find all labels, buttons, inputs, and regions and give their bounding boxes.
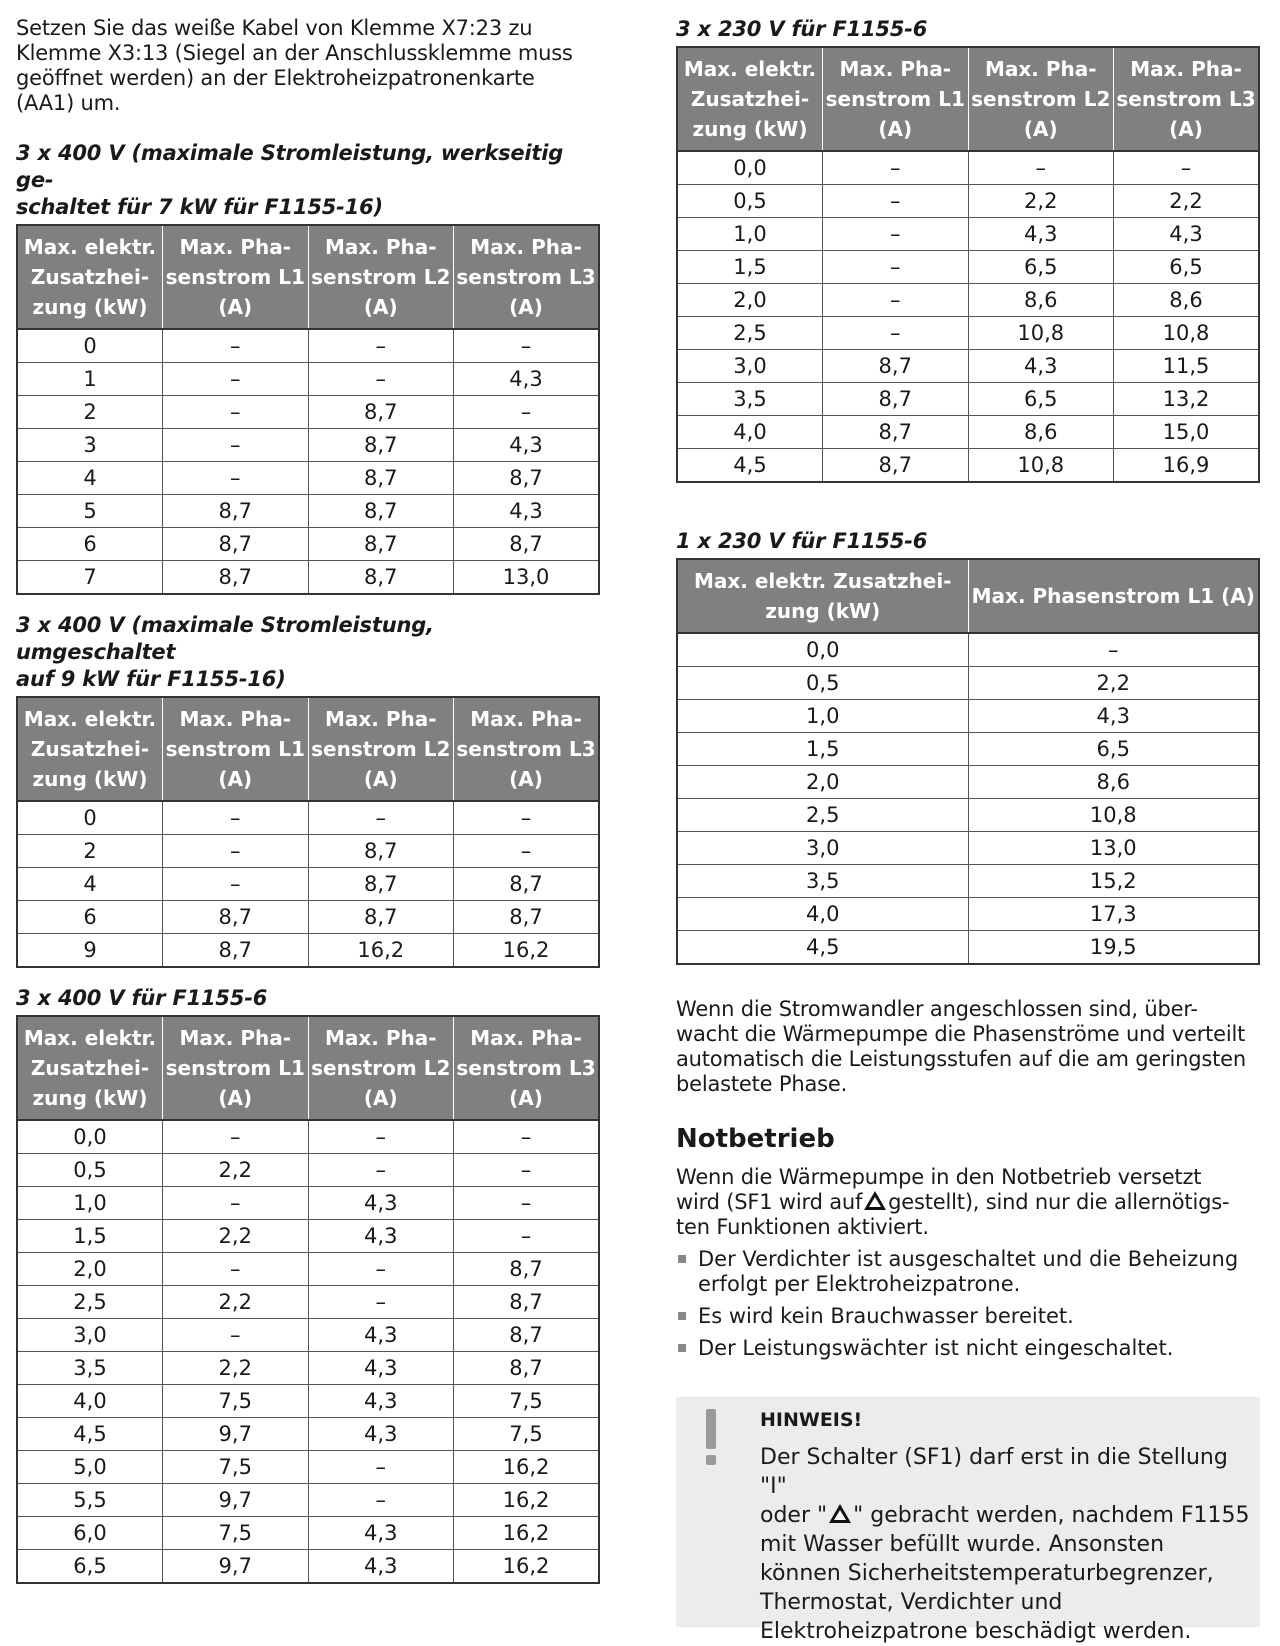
table-cell: 16,2	[454, 1517, 600, 1550]
table-cell: 10,8	[968, 449, 1114, 483]
table-cell: –	[308, 363, 454, 396]
table-cell: 4,3	[968, 700, 1259, 733]
table-cell: 3,0	[677, 350, 823, 383]
table-row	[17, 934, 599, 968]
table-row	[677, 799, 1259, 832]
table-cell: 10,8	[968, 317, 1114, 350]
table-cell: –	[968, 151, 1114, 185]
table-cell: 4,3	[308, 1517, 454, 1550]
table-row	[17, 1120, 599, 1154]
column-header: Max. elektr. Zusatzhei- zung (kW)	[17, 1016, 163, 1120]
table-row	[17, 1286, 599, 1319]
table-cell: 0,5	[17, 1154, 163, 1187]
table-row	[677, 449, 1259, 483]
table-row	[677, 766, 1259, 799]
table-cell: 1,5	[17, 1220, 163, 1253]
table-cell: –	[823, 151, 969, 185]
column-header: Max. elektr. Zusatzhei- zung (kW)	[677, 559, 968, 633]
table-row	[17, 1550, 599, 1584]
table-row	[677, 931, 1259, 965]
exclamation-icon	[704, 1409, 718, 1465]
table-cell: –	[163, 801, 309, 835]
table-cell: 4,0	[17, 1385, 163, 1418]
hinweis-text: Der Schalter (SF1) darf erst in die Stellung "I" oder " " gebracht werden, nachdem F1155 mit Wasser befüllt wurde. Ansonsten können Sicherheitstemperaturbegrenzer, Thermostat, Verdichter und Elektroheizpatrone beschädigt werden.	[760, 1445, 1250, 1644]
table-cell: –	[823, 218, 969, 251]
table-cell: 4,5	[677, 931, 968, 965]
column-header: Max. Pha- senstrom L1 (A)	[163, 225, 309, 329]
table-cell: 8,7	[308, 528, 454, 561]
table-cell: 8,7	[308, 495, 454, 528]
table-cell: –	[163, 363, 309, 396]
table-cell: –	[308, 329, 454, 363]
table-cell: 4,3	[454, 363, 600, 396]
table-cell: 8,7	[163, 561, 309, 595]
table-cell: 6,5	[17, 1550, 163, 1584]
table-cell: 8,6	[968, 284, 1114, 317]
column-header: Max. Pha- senstrom L2 (A)	[308, 697, 454, 801]
table-cell: 1,5	[677, 733, 968, 766]
table-cell: 0,0	[677, 151, 823, 185]
table-row	[677, 865, 1259, 898]
table-cell: –	[454, 1154, 600, 1187]
notbetrieb-section	[676, 1123, 1260, 1368]
hinweis-title: HINWEIS!	[760, 1409, 863, 1431]
table-cell: 1,0	[677, 218, 823, 251]
table-cell: 8,7	[308, 462, 454, 495]
table-row	[677, 350, 1259, 383]
table-230v-1ph	[676, 558, 1260, 965]
table-cell: 4,3	[454, 429, 600, 462]
table-row	[17, 1154, 599, 1187]
table-400v-7kw	[16, 224, 600, 595]
table-cell: 0,0	[677, 633, 968, 667]
table-cell: 13,0	[968, 832, 1259, 865]
table-row	[17, 1253, 599, 1286]
table-cell: 8,7	[308, 835, 454, 868]
table-cell: 0,5	[677, 185, 823, 218]
table-row	[677, 898, 1259, 931]
bullet-square-icon	[678, 1344, 686, 1352]
table-cell: 9,7	[163, 1484, 309, 1517]
table-cell: 1,0	[677, 700, 968, 733]
table-cell: 13,0	[454, 561, 600, 595]
table-row	[17, 901, 599, 934]
table-cell: 2,2	[163, 1286, 309, 1319]
bullet-square-icon	[678, 1255, 686, 1263]
table-cell: 8,7	[308, 561, 454, 595]
table-cell: 7,5	[454, 1385, 600, 1418]
table-400v-9kw-section	[16, 612, 600, 968]
warning-triangle-icon	[829, 1504, 851, 1523]
table-cell: –	[308, 801, 454, 835]
table-cell: –	[823, 185, 969, 218]
table-cell: 7,5	[163, 1517, 309, 1550]
table-cell: 4	[17, 462, 163, 495]
table-400v-6	[16, 1015, 600, 1584]
table-cell: 1	[17, 363, 163, 396]
table-400v-7kw-section	[16, 140, 600, 595]
table-cell: 2,5	[677, 317, 823, 350]
table-header-row	[17, 1016, 599, 1120]
table-cell: –	[454, 1187, 600, 1220]
table-row	[17, 396, 599, 429]
column-header: Max. elektr. Zusatzhei- zung (kW)	[677, 47, 823, 151]
notbetrieb-paragraph: Wenn die Wärmepumpe in den Notbetrieb versetzt wird (SF1 wird auf gestellt), sind nur die allernötigs- ten Funktionen aktiviert.	[676, 1165, 1230, 1239]
table-cell: 6,5	[1114, 251, 1260, 284]
table-caption: 3 x 230 V für F1155-6	[676, 17, 928, 41]
table-cell: 8,7	[454, 528, 600, 561]
table-cell: 0	[17, 329, 163, 363]
table-row	[677, 667, 1259, 700]
table-cell: 8,7	[454, 1319, 600, 1352]
table-cell: 6	[17, 528, 163, 561]
table-cell: 2	[17, 396, 163, 429]
column-header: Max. Pha- senstrom L3 (A)	[454, 1016, 600, 1120]
table-cell: 1,5	[677, 251, 823, 284]
table-row	[17, 1517, 599, 1550]
intro-paragraph: Setzen Sie das weiße Kabel von Klemme X7:23 zu Klemme X3:13 (Siegel an der Anschlussklemme muss geöffnet werden) an der Elektroheizpatronenkarte (AA1) um.	[16, 16, 573, 115]
notbetrieb-list	[676, 1247, 1260, 1361]
table-cell: 8,7	[308, 429, 454, 462]
column-header: Max. Pha- senstrom L3 (A)	[1114, 47, 1260, 151]
table-cell: 19,5	[968, 931, 1259, 965]
table-cell: 3	[17, 429, 163, 462]
table-row	[17, 429, 599, 462]
table-cell: 2,5	[677, 799, 968, 832]
table-cell: 8,7	[163, 934, 309, 968]
table-cell: 2	[17, 835, 163, 868]
list-item: Der Verdichter ist ausgeschaltet und die Beheizung erfolgt per Elektroheizpatrone.	[676, 1247, 1260, 1297]
table-cell: –	[308, 1451, 454, 1484]
table-row	[17, 801, 599, 835]
table-cell: 8,7	[454, 901, 600, 934]
table-cell: –	[163, 1319, 309, 1352]
table-row	[17, 1385, 599, 1418]
table-cell: 8,7	[823, 449, 969, 483]
table-cell: 2,0	[17, 1253, 163, 1286]
stromwandler-paragraph: Wenn die Stromwandler angeschlossen sind, über- wacht die Wärmepumpe die Phasenströme und verteilt automatisch die Leistungsstufen auf die am geringsten belastete Phase.	[676, 997, 1246, 1096]
table-cell: –	[163, 868, 309, 901]
table-cell: 4,5	[677, 449, 823, 483]
column-header: Max. Phasenstrom L1 (A)	[968, 559, 1259, 633]
table-cell: 0	[17, 801, 163, 835]
table-row	[17, 1418, 599, 1451]
table-cell: 8,7	[454, 1253, 600, 1286]
table-cell: 6,5	[968, 383, 1114, 416]
table-row	[17, 868, 599, 901]
table-row	[17, 561, 599, 595]
column-header: Max. Pha- senstrom L3 (A)	[454, 225, 600, 329]
table-cell: –	[163, 429, 309, 462]
column-header: Max. Pha- senstrom L3 (A)	[454, 697, 600, 801]
table-cell: 11,5	[1114, 350, 1260, 383]
table-cell: 4	[17, 868, 163, 901]
table-cell: 8,7	[163, 528, 309, 561]
table-cell: 7	[17, 561, 163, 595]
table-row	[17, 462, 599, 495]
table-cell: 4,3	[308, 1352, 454, 1385]
table-cell: 10,8	[968, 799, 1259, 832]
table-cell: –	[823, 284, 969, 317]
table-cell: 8,7	[454, 462, 600, 495]
table-row	[17, 495, 599, 528]
table-cell: 2,2	[968, 185, 1114, 218]
table-header-row	[17, 225, 599, 329]
table-cell: –	[308, 1120, 454, 1154]
table-cell: –	[454, 801, 600, 835]
table-cell: 16,2	[454, 1451, 600, 1484]
table-row	[17, 1352, 599, 1385]
table-cell: 15,2	[968, 865, 1259, 898]
table-row	[17, 1220, 599, 1253]
table-cell: 2,2	[1114, 185, 1260, 218]
table-cell: 2,2	[968, 667, 1259, 700]
table-cell: 6	[17, 901, 163, 934]
table-cell: 8,7	[308, 396, 454, 429]
table-cell: 2,2	[163, 1154, 309, 1187]
table-caption: 3 x 400 V für F1155-6	[16, 986, 268, 1010]
column-header: Max. Pha- senstrom L1 (A)	[823, 47, 969, 151]
table-cell: 9,7	[163, 1550, 309, 1584]
table-cell: –	[1114, 151, 1260, 185]
table-cell: 8,6	[1114, 284, 1260, 317]
table-cell: –	[454, 329, 600, 363]
table-cell: –	[163, 396, 309, 429]
table-cell: 8,7	[454, 868, 600, 901]
table-cell: –	[308, 1154, 454, 1187]
table-cell: 8,7	[163, 901, 309, 934]
table-cell: 3,5	[677, 865, 968, 898]
table-cell: 8,7	[308, 901, 454, 934]
table-cell: 16,2	[308, 934, 454, 968]
table-cell: 4,0	[677, 898, 968, 931]
table-cell: 8,7	[163, 495, 309, 528]
warning-triangle-icon	[864, 1191, 886, 1210]
section-heading: Notbetrieb	[676, 1124, 835, 1154]
table-cell: 4,3	[308, 1418, 454, 1451]
table-cell: –	[823, 317, 969, 350]
table-230v-1ph-section	[676, 528, 1260, 965]
table-cell: –	[968, 633, 1259, 667]
table-cell: 4,3	[454, 495, 600, 528]
table-cell: –	[308, 1484, 454, 1517]
table-row	[17, 1319, 599, 1352]
table-cell: 4,3	[968, 218, 1114, 251]
table-cell: –	[163, 329, 309, 363]
table-400v-6-section	[16, 985, 600, 1584]
table-230v-3ph	[676, 46, 1260, 483]
list-item: Der Leistungswächter ist nicht eingeschaltet.	[676, 1336, 1260, 1361]
table-cell: 4,3	[308, 1385, 454, 1418]
column-header: Max. Pha- senstrom L2 (A)	[968, 47, 1114, 151]
table-row	[677, 733, 1259, 766]
table-row	[17, 835, 599, 868]
table-cell: 8,6	[968, 416, 1114, 449]
table-cell: 16,2	[454, 1550, 600, 1584]
table-cell: 8,7	[454, 1352, 600, 1385]
table-cell: –	[454, 835, 600, 868]
table-cell: 2,2	[163, 1220, 309, 1253]
table-cell: 0,0	[17, 1120, 163, 1154]
table-row	[677, 284, 1259, 317]
table-row	[677, 151, 1259, 185]
table-row	[17, 528, 599, 561]
table-row	[17, 363, 599, 396]
table-cell: 6,0	[17, 1517, 163, 1550]
table-cell: 16,9	[1114, 449, 1260, 483]
table-cell: 4,5	[17, 1418, 163, 1451]
column-header: Max. Pha- senstrom L1 (A)	[163, 1016, 309, 1120]
table-cell: 10,8	[1114, 317, 1260, 350]
table-cell: 2,5	[17, 1286, 163, 1319]
table-cell: –	[454, 1120, 600, 1154]
table-row	[677, 185, 1259, 218]
column-header: Max. Pha- senstrom L2 (A)	[308, 225, 454, 329]
table-row	[17, 1451, 599, 1484]
table-cell: 8,7	[454, 1286, 600, 1319]
table-cell: 7,5	[163, 1451, 309, 1484]
column-header: Max. elektr. Zusatzhei- zung (kW)	[17, 225, 163, 329]
table-cell: 5,5	[17, 1484, 163, 1517]
table-cell: 3,0	[677, 832, 968, 865]
column-header: Max. Pha- senstrom L2 (A)	[308, 1016, 454, 1120]
table-row	[17, 1484, 599, 1517]
column-header: Max. Pha- senstrom L1 (A)	[163, 697, 309, 801]
table-row	[677, 416, 1259, 449]
table-cell: –	[308, 1253, 454, 1286]
table-cell: 2,2	[163, 1352, 309, 1385]
table-cell: 8,6	[968, 766, 1259, 799]
table-header-row	[677, 47, 1259, 151]
table-cell: 3,0	[17, 1319, 163, 1352]
table-cell: 5,0	[17, 1451, 163, 1484]
table-cell: 2,0	[677, 766, 968, 799]
table-row	[677, 383, 1259, 416]
table-cell: 6,5	[968, 251, 1114, 284]
table-cell: 5	[17, 495, 163, 528]
table-cell: 13,2	[1114, 383, 1260, 416]
table-cell: 8,7	[823, 350, 969, 383]
table-cell: –	[454, 396, 600, 429]
table-cell: –	[454, 1220, 600, 1253]
table-cell: 16,2	[454, 934, 600, 968]
table-cell: 7,5	[454, 1418, 600, 1451]
table-cell: –	[163, 1187, 309, 1220]
table-row	[677, 317, 1259, 350]
table-row	[677, 832, 1259, 865]
hinweis-box	[676, 1397, 1260, 1644]
table-row	[677, 700, 1259, 733]
table-cell: 9,7	[163, 1418, 309, 1451]
table-cell: –	[163, 1120, 309, 1154]
table-cell: –	[823, 251, 969, 284]
table-row	[677, 633, 1259, 667]
table-row	[677, 251, 1259, 284]
column-header: Max. elektr. Zusatzhei- zung (kW)	[17, 697, 163, 801]
table-cell: 4,3	[308, 1220, 454, 1253]
table-cell: 9	[17, 934, 163, 968]
table-cell: 1,0	[17, 1187, 163, 1220]
table-400v-9kw	[16, 696, 600, 968]
list-item: Es wird kein Brauchwasser bereitet.	[676, 1304, 1260, 1329]
table-row	[17, 1187, 599, 1220]
table-cell: 4,3	[308, 1187, 454, 1220]
table-cell: 4,3	[968, 350, 1114, 383]
table-cell: 3,5	[677, 383, 823, 416]
table-cell: 16,2	[454, 1484, 600, 1517]
table-cell: –	[163, 1253, 309, 1286]
table-cell: 4,0	[677, 416, 823, 449]
table-cell: 8,7	[823, 383, 969, 416]
table-cell: 4,3	[1114, 218, 1260, 251]
table-cell: 8,7	[308, 868, 454, 901]
table-caption: 3 x 400 V (maximale Stromleistung, werkseitig ge- schaltet für 7 kW für F1155-16)	[16, 141, 564, 219]
table-cell: –	[163, 835, 309, 868]
bullet-square-icon	[678, 1312, 686, 1320]
table-cell: 2,0	[677, 284, 823, 317]
table-cell: 17,3	[968, 898, 1259, 931]
table-cell: –	[163, 462, 309, 495]
table-header-row	[17, 697, 599, 801]
table-cell: –	[308, 1286, 454, 1319]
table-cell: 4,3	[308, 1550, 454, 1584]
table-cell: 8,7	[823, 416, 969, 449]
table-row	[17, 329, 599, 363]
table-caption: 3 x 400 V (maximale Stromleistung, umgeschaltet auf 9 kW für F1155-16)	[16, 613, 434, 691]
table-cell: 7,5	[163, 1385, 309, 1418]
table-header-row	[677, 559, 1259, 633]
table-row	[677, 218, 1259, 251]
table-cell: 3,5	[17, 1352, 163, 1385]
table-cell: 6,5	[968, 733, 1259, 766]
table-cell: 15,0	[1114, 416, 1260, 449]
table-cell: 0,5	[677, 667, 968, 700]
table-cell: 4,3	[308, 1319, 454, 1352]
table-caption: 1 x 230 V für F1155-6	[676, 529, 928, 553]
table-230v-3ph-section	[676, 16, 1260, 483]
